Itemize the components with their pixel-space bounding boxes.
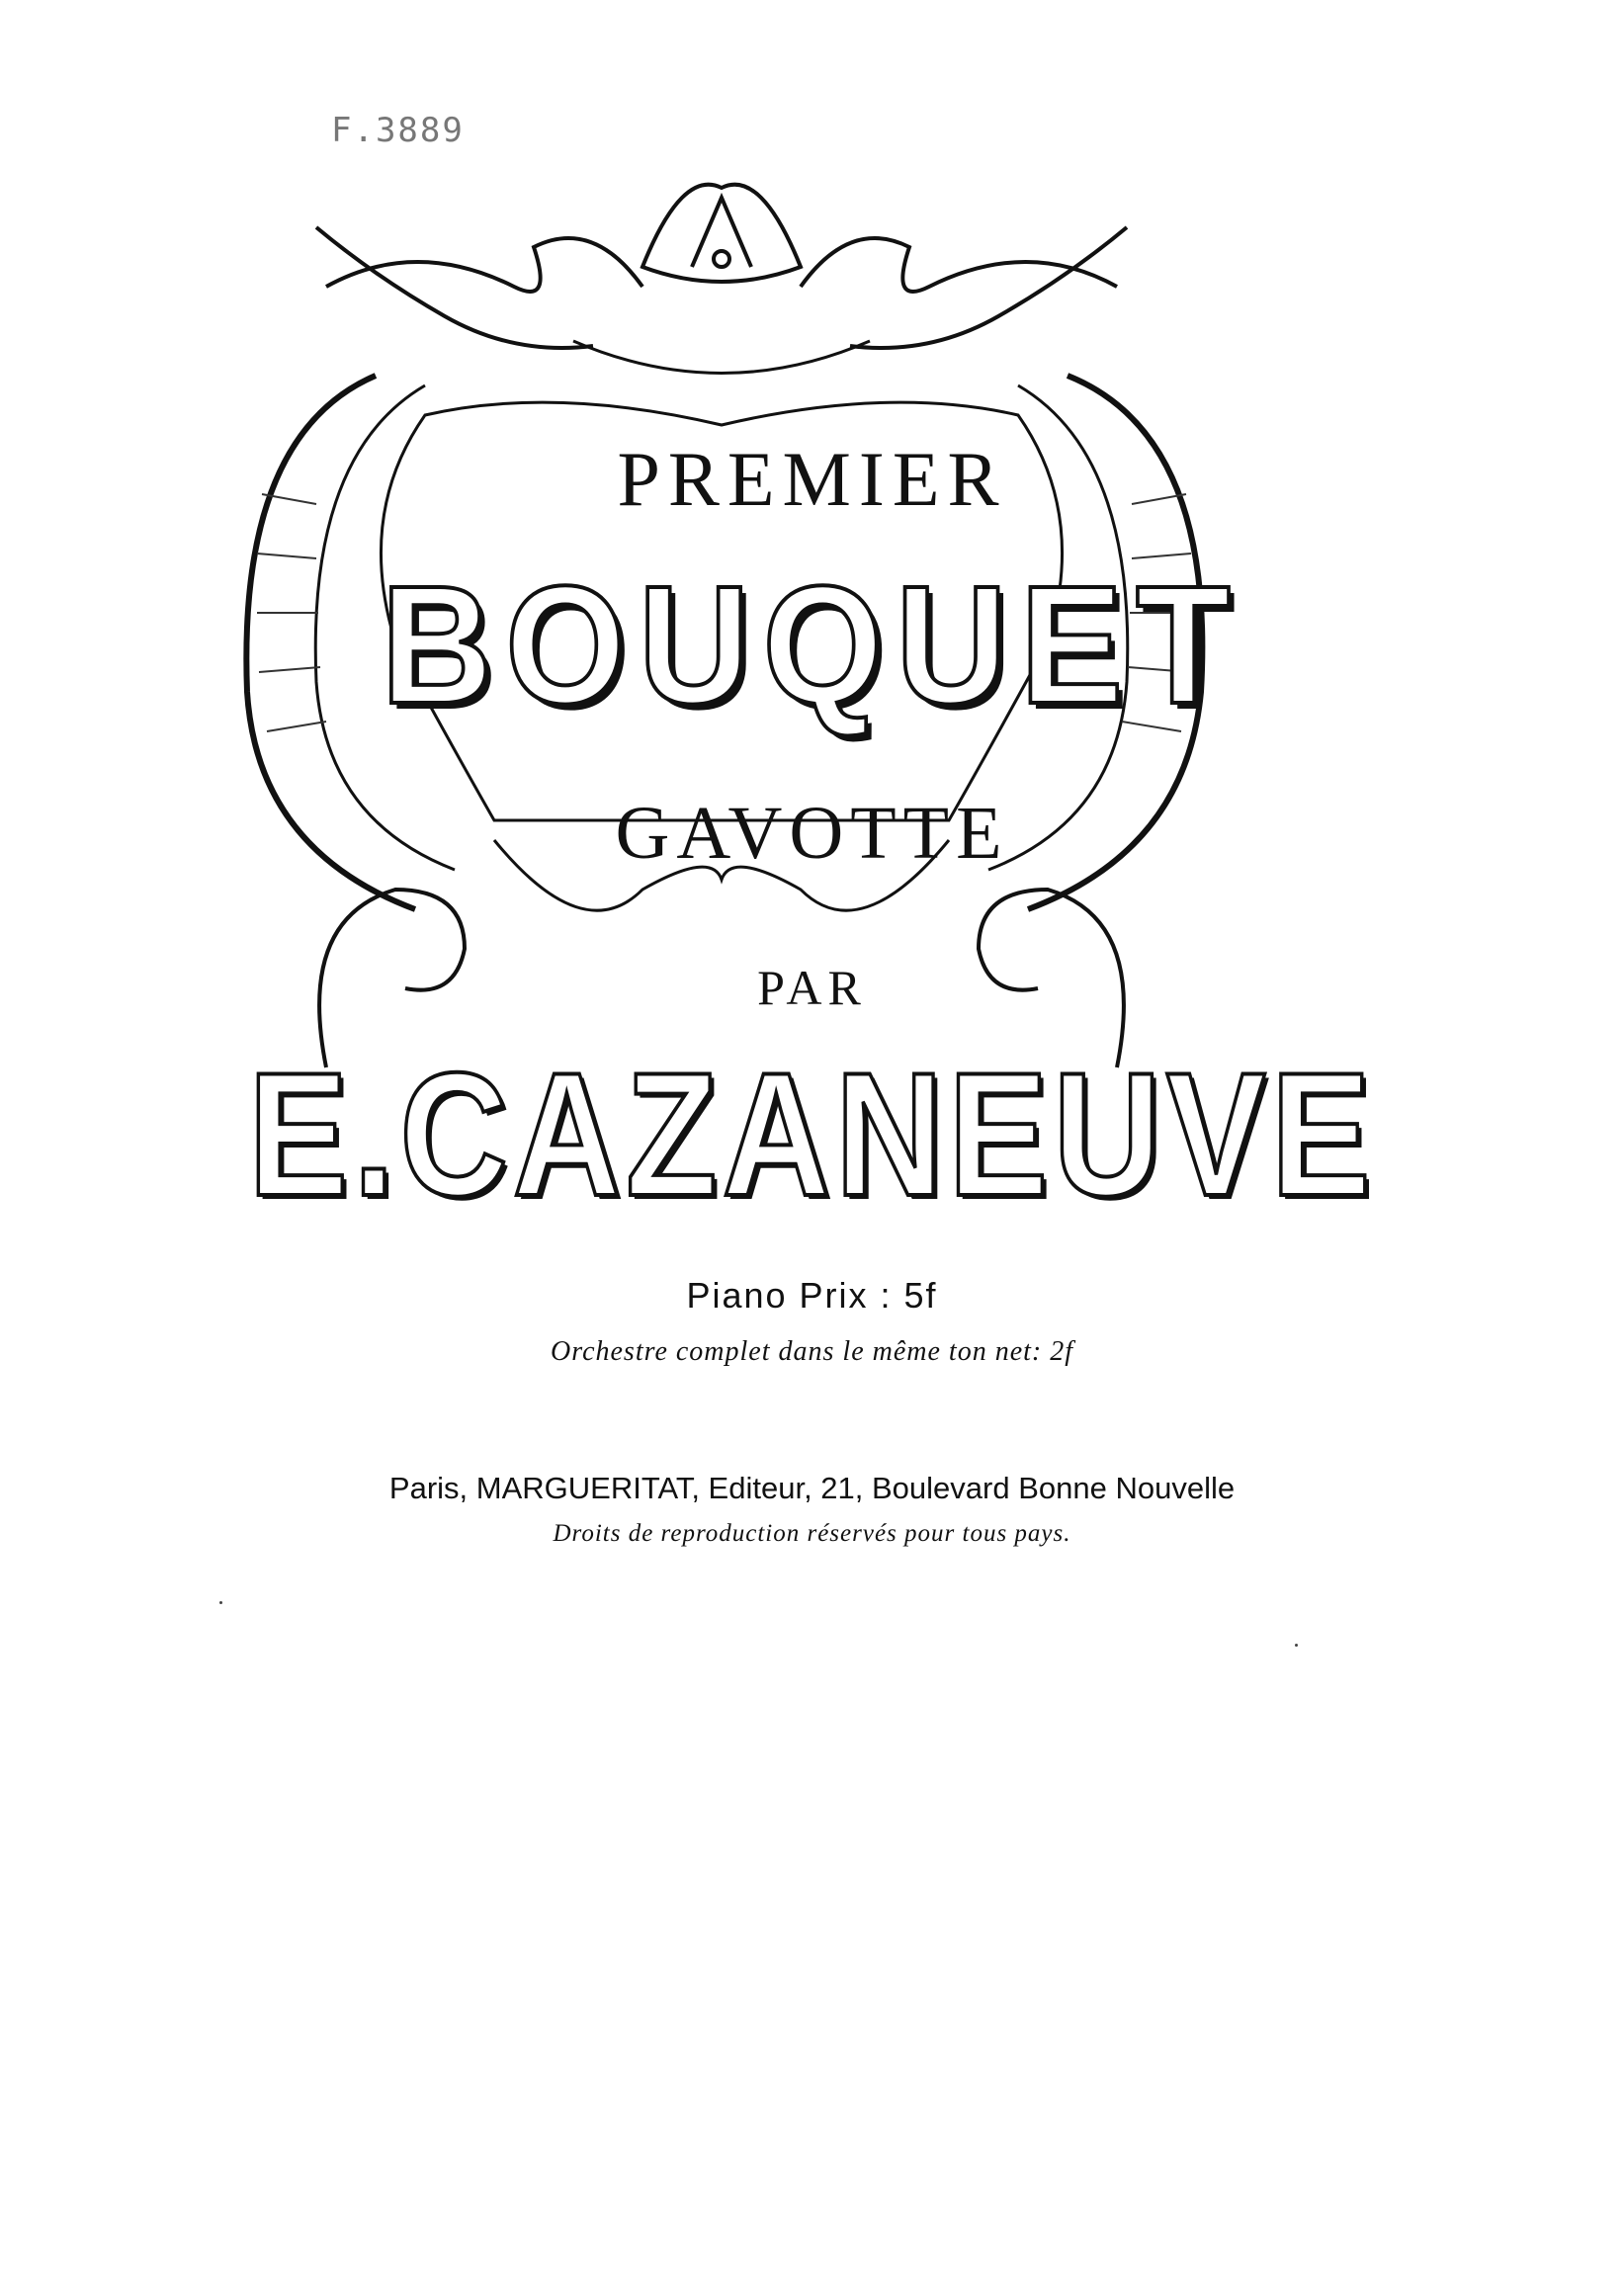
title-gavotte: GAVOTTE (615, 792, 1009, 875)
speck (219, 1601, 222, 1604)
speck (1295, 1644, 1298, 1647)
piano-price: Piano Prix : 5f (686, 1275, 938, 1316)
title-premier: PREMIER (617, 436, 1007, 522)
composer-name: E.CAZANEUVE (248, 1036, 1376, 1233)
library-stamp: F.3889 (331, 111, 465, 150)
title-bouquet: BOUQUET (381, 552, 1243, 739)
rights-notice: Droits de reproduction réservés pour tous pays. (553, 1520, 1071, 1547)
byline-par: PAR (757, 960, 867, 1015)
publisher-address: Paris, MARGUERITAT, Editeur, 21, Boulevard Bonne Nouvelle (388, 1471, 1236, 1505)
orchestra-price: Orchestre complet dans le même ton net: 2f (550, 1336, 1074, 1367)
